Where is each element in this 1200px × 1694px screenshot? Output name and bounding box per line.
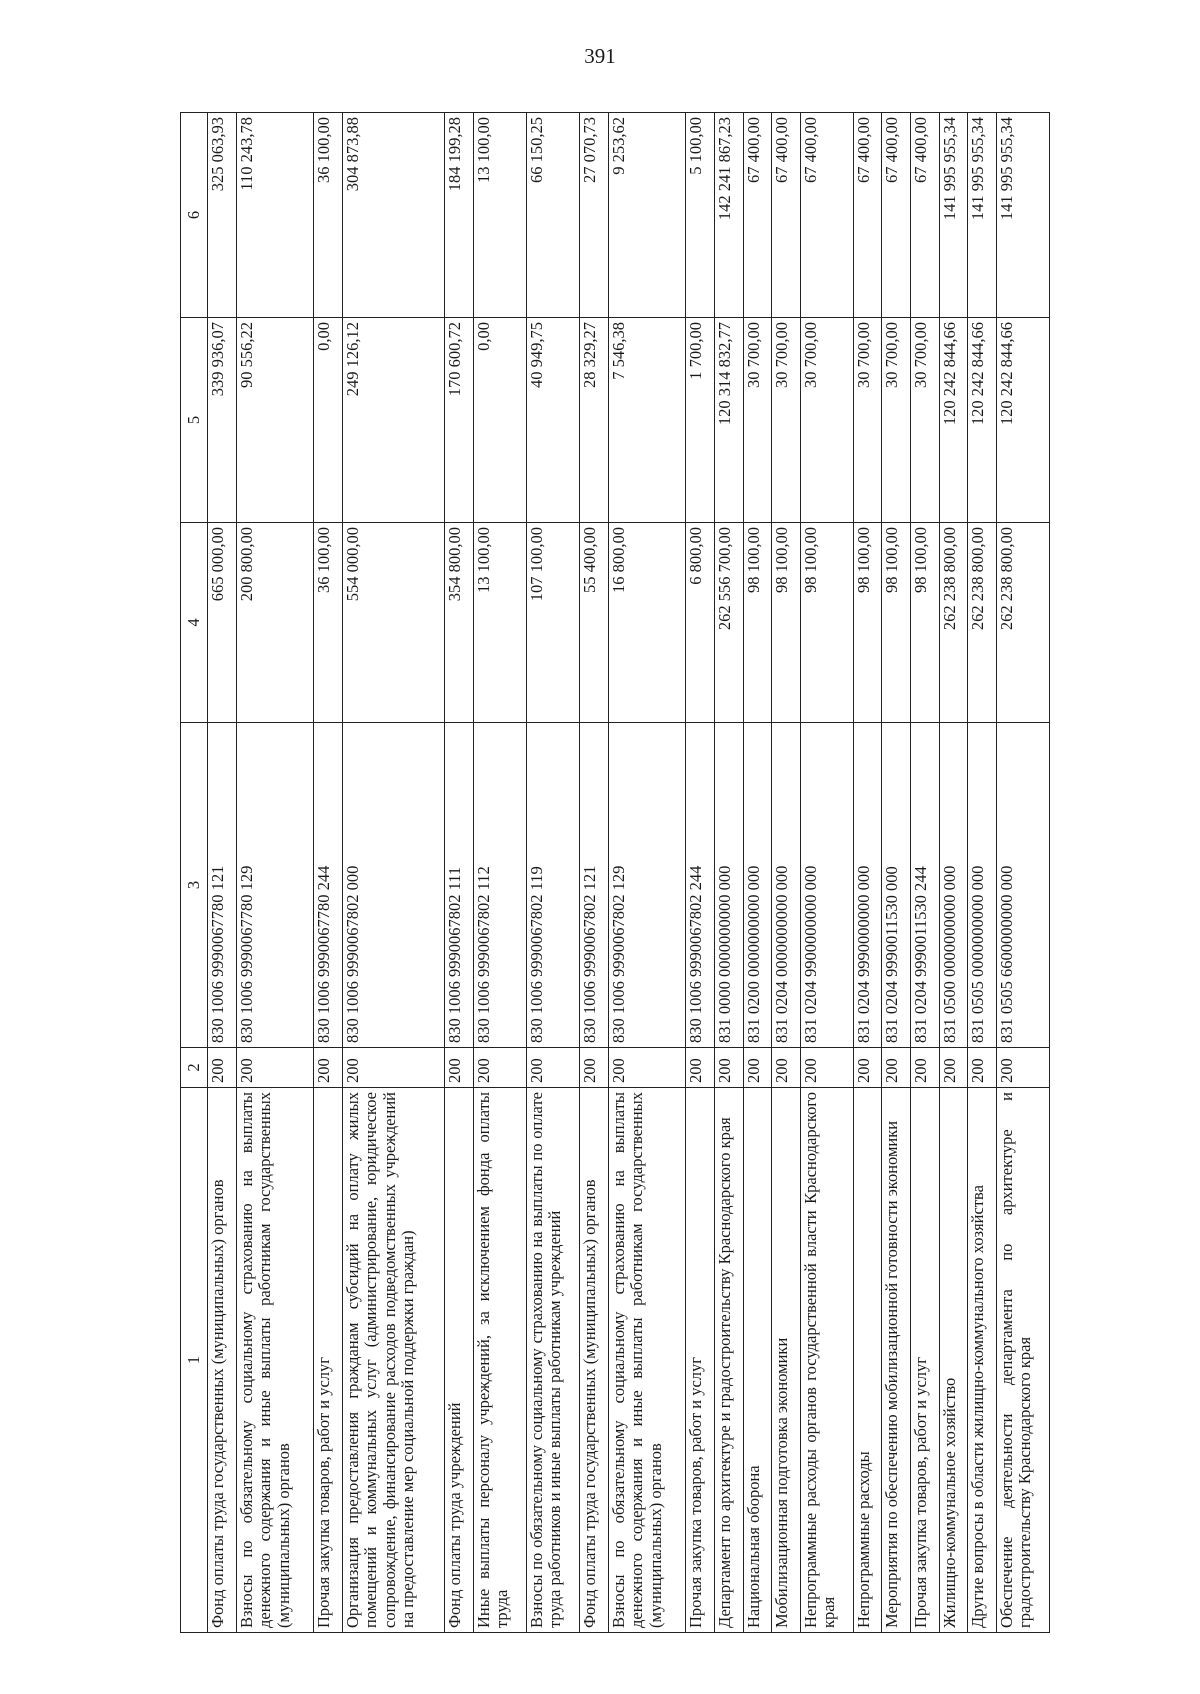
row-description: Прочая закупка товаров, работ и услуг: [686, 1088, 715, 1633]
row-col-2: 200: [445, 1048, 474, 1088]
row-col-2: 200: [473, 1048, 526, 1088]
row-budget-code: 830 1006 9990067802 119: [526, 723, 579, 1048]
row-col-4: 36 100,00: [314, 523, 343, 723]
row-col-5: 30 700,00: [882, 318, 911, 523]
table-row: [996, 113, 1049, 1633]
row-col-5: 0,00: [473, 318, 526, 523]
row-col-5: 30 700,00: [743, 318, 772, 523]
row-col-5: 120 242 844,66: [996, 318, 1049, 523]
row-col-2: 200: [743, 1048, 772, 1088]
row-col-4: 262 556 700,00: [715, 523, 744, 723]
row-col-5: 28 329,27: [580, 318, 609, 523]
row-description: Прочая закупка товаров, работ и услуг: [314, 1088, 343, 1633]
row-description: Иные выплаты персоналу учреждений, за исключением фонда оплаты труда: [473, 1088, 526, 1633]
row-description: Непрограммные расходы: [853, 1088, 882, 1633]
row-budget-code: 831 0200 0000000000 000: [743, 723, 772, 1048]
table-row: [608, 113, 686, 1633]
row-col-2: 200: [911, 1048, 940, 1088]
row-col-6: 36 100,00: [314, 113, 343, 318]
row-col-6: 67 400,00: [743, 113, 772, 318]
table-row: [743, 113, 772, 1633]
row-col-4: 107 100,00: [526, 523, 579, 723]
row-budget-code: 831 0204 9990011530 000: [882, 723, 911, 1048]
table-row: [208, 113, 237, 1633]
row-col-5: 339 936,07: [208, 318, 237, 523]
row-budget-code: 831 0204 9990011530 244: [911, 723, 940, 1048]
table-row: [939, 113, 968, 1633]
row-budget-code: 831 0204 0000000000 000: [772, 723, 801, 1048]
table-row: [445, 113, 474, 1633]
row-budget-code: 830 1006 9990067802 111: [445, 723, 474, 1048]
table-row: [686, 113, 715, 1633]
row-col-5: 30 700,00: [853, 318, 882, 523]
row-col-6: 9 253,62: [608, 113, 686, 318]
table-row: [473, 113, 526, 1633]
row-col-2: 200: [939, 1048, 968, 1088]
budget-table-container: [180, 113, 1050, 1633]
row-col-4: 98 100,00: [772, 523, 801, 723]
row-description: Мобилизационная подготовка экономики: [772, 1088, 801, 1633]
table-row: [526, 113, 579, 1633]
table-row: [236, 113, 314, 1633]
page-number: 391: [584, 44, 616, 68]
row-col-4: 200 800,00: [236, 523, 314, 723]
row-budget-code: 831 0505 0000000000 000: [968, 723, 997, 1048]
header-col-3: 3: [181, 723, 208, 1048]
row-col-2: 200: [772, 1048, 801, 1088]
row-col-5: 120 242 844,66: [939, 318, 968, 523]
budget-table: [180, 112, 1050, 1633]
row-col-2: 200: [526, 1048, 579, 1088]
row-budget-code: 830 1006 9990067802 112: [473, 723, 526, 1048]
row-description: Мероприятия по обеспечению мобилизационной готовности экономики: [882, 1088, 911, 1633]
row-col-5: 30 700,00: [911, 318, 940, 523]
row-budget-code: 831 0204 9900000000 000: [800, 723, 853, 1048]
header-col-4: 4: [181, 523, 208, 723]
row-description: Жилищно-коммунальное хозяйство: [939, 1088, 968, 1633]
table-row: [342, 113, 444, 1633]
row-budget-code: 830 1006 9990067780 129: [236, 723, 314, 1048]
row-col-6: 141 995 955,34: [968, 113, 997, 318]
row-col-4: 98 100,00: [743, 523, 772, 723]
row-description: Национальная оборона: [743, 1088, 772, 1633]
row-col-6: 67 400,00: [853, 113, 882, 318]
row-col-4: 16 800,00: [608, 523, 686, 723]
row-budget-code: 831 0000 0000000000 000: [715, 723, 744, 1048]
row-col-4: 55 400,00: [580, 523, 609, 723]
row-description: Взносы по обязательному социальному страхованию на выплаты денежного содержания и иные выплаты работникам государственных (муниципальных) органов: [608, 1088, 686, 1633]
row-col-4: 262 238 800,00: [996, 523, 1049, 723]
table-row: [882, 113, 911, 1633]
row-budget-code: 830 1006 9990067802 129: [608, 723, 686, 1048]
row-col-5: 40 949,75: [526, 318, 579, 523]
row-col-6: 110 243,78: [236, 113, 314, 318]
row-description: Фонд оплаты труда государственных (муниципальных) органов: [580, 1088, 609, 1633]
row-col-6: 67 400,00: [882, 113, 911, 318]
row-description: Прочая закупка товаров, работ и услуг: [911, 1088, 940, 1633]
table-row: [911, 113, 940, 1633]
header-row: [181, 113, 208, 1633]
row-budget-code: 830 1006 9990067780 121: [208, 723, 237, 1048]
table-row: [800, 113, 853, 1633]
row-col-2: 200: [853, 1048, 882, 1088]
row-col-4: 262 238 800,00: [939, 523, 968, 723]
header-col-2: 2: [181, 1048, 208, 1088]
row-description: Фонд оплаты труда учреждений: [445, 1088, 474, 1633]
row-col-5: 0,00: [314, 318, 343, 523]
row-col-5: 90 556,22: [236, 318, 314, 523]
row-col-4: 665 000,00: [208, 523, 237, 723]
row-col-2: 200: [236, 1048, 314, 1088]
row-col-4: 98 100,00: [853, 523, 882, 723]
row-col-2: 200: [968, 1048, 997, 1088]
header-col-5: 5: [181, 318, 208, 523]
header-col-6: 6: [181, 113, 208, 318]
row-col-6: 304 873,88: [342, 113, 444, 318]
row-col-5: 30 700,00: [772, 318, 801, 523]
table-row: [580, 113, 609, 1633]
row-budget-code: 831 0505 6600000000 000: [996, 723, 1049, 1048]
row-col-4: 262 238 800,00: [968, 523, 997, 723]
row-col-5: 7 546,38: [608, 318, 686, 523]
row-budget-code: 830 1006 9990067780 244: [314, 723, 343, 1048]
row-col-5: 170 600,72: [445, 318, 474, 523]
row-col-4: 6 800,00: [686, 523, 715, 723]
row-description: Фонд оплаты труда государственных (муниципальных) органов: [208, 1088, 237, 1633]
row-col-2: 200: [580, 1048, 609, 1088]
row-col-4: 98 100,00: [911, 523, 940, 723]
row-col-6: 142 241 867,23: [715, 113, 744, 318]
row-col-5: 120 242 844,66: [968, 318, 997, 523]
row-description: Взносы по обязательному социальному страхованию на выплаты денежного содержания и иные выплаты работникам государственных (муниципальных) органов: [236, 1088, 314, 1633]
row-col-2: 200: [715, 1048, 744, 1088]
row-description: Непрограммные расходы органов государственной власти Краснодарского края: [800, 1088, 853, 1633]
row-budget-code: 830 1006 9990067802 244: [686, 723, 715, 1048]
table-row: [853, 113, 882, 1633]
header-col-1: 1: [181, 1088, 208, 1633]
table-body: [208, 113, 1050, 1633]
row-col-2: 200: [608, 1048, 686, 1088]
row-col-2: 200: [882, 1048, 911, 1088]
row-col-4: 98 100,00: [800, 523, 853, 723]
row-budget-code: 830 1006 9990067802 000: [342, 723, 444, 1048]
row-budget-code: 831 0204 9990000000 000: [853, 723, 882, 1048]
table-row: [715, 113, 744, 1633]
row-col-6: 141 995 955,34: [939, 113, 968, 318]
row-col-6: 67 400,00: [911, 113, 940, 318]
row-col-2: 200: [996, 1048, 1049, 1088]
row-col-4: 554 000,00: [342, 523, 444, 723]
row-col-2: 200: [686, 1048, 715, 1088]
row-col-6: 5 100,00: [686, 113, 715, 318]
row-col-2: 200: [342, 1048, 444, 1088]
row-col-6: 184 199,28: [445, 113, 474, 318]
row-col-5: 30 700,00: [800, 318, 853, 523]
row-description: Департамент по архитектуре и градостроительству Краснодарского края: [715, 1088, 744, 1633]
row-col-6: 66 150,25: [526, 113, 579, 318]
row-budget-code: 831 0500 0000000000 000: [939, 723, 968, 1048]
table-row: [772, 113, 801, 1633]
row-col-2: 200: [314, 1048, 343, 1088]
row-description: Взносы по обязательному социальному страхованию на выплаты по оплате труда работников и иные выплаты работникам учреждений: [526, 1088, 579, 1633]
table-row: [314, 113, 343, 1633]
row-description: Другие вопросы в области жилищно-коммунального хозяйства: [968, 1088, 997, 1633]
row-col-4: 13 100,00: [473, 523, 526, 723]
row-col-5: 249 126,12: [342, 318, 444, 523]
row-description: Обеспечение деятельности департамента по архитектуре и градостроительству Краснодарского края: [996, 1088, 1049, 1633]
row-col-6: 67 400,00: [800, 113, 853, 318]
table-row: [968, 113, 997, 1633]
row-col-5: 120 314 832,77: [715, 318, 744, 523]
row-col-6: 141 995 955,34: [996, 113, 1049, 318]
row-col-4: 98 100,00: [882, 523, 911, 723]
row-col-6: 325 063,93: [208, 113, 237, 318]
row-col-5: 1 700,00: [686, 318, 715, 523]
row-col-6: 67 400,00: [772, 113, 801, 318]
row-col-6: 27 070,73: [580, 113, 609, 318]
row-col-6: 13 100,00: [473, 113, 526, 318]
row-budget-code: 830 1006 9990067802 121: [580, 723, 609, 1048]
row-col-4: 354 800,00: [445, 523, 474, 723]
row-col-2: 200: [208, 1048, 237, 1088]
row-col-2: 200: [800, 1048, 853, 1088]
row-description: Организация предоставления гражданам субсидий на оплату жилых помещений и коммунальных услуг (администрирование, юридическое сопровождение, финансирование расходов подведомственных учреждений на предоставление мер социальной поддержки граждан): [342, 1088, 444, 1633]
